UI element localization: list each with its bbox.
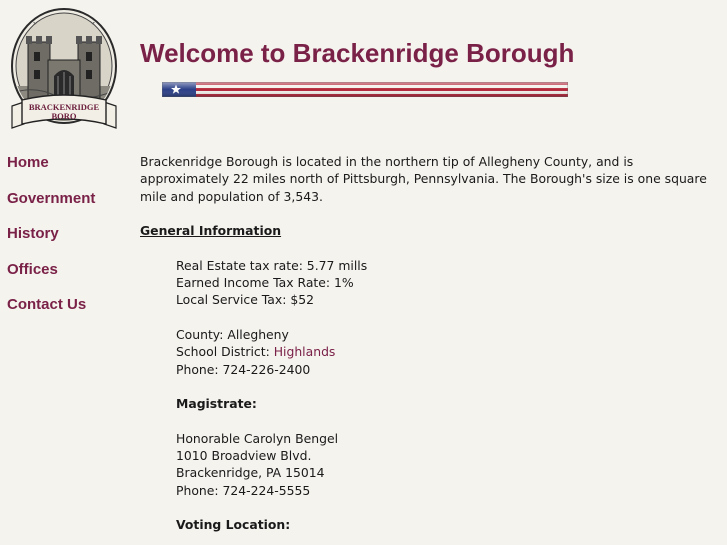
flag-stripe-icon xyxy=(162,82,568,97)
voting-location-heading: Voting Location: xyxy=(176,517,291,533)
magistrate-heading: Magistrate: xyxy=(176,396,257,412)
nav-item-home[interactable]: Home xyxy=(7,154,49,171)
magistrate-phone: Phone: 724-224-5555 xyxy=(176,482,311,498)
seal-text-line1: BRACKENRIDGE xyxy=(28,102,100,112)
school-district-info xyxy=(176,343,710,360)
county-info: County: Allegheny xyxy=(176,326,289,342)
general-info-block xyxy=(140,257,710,534)
nav-item-government[interactable]: Government xyxy=(7,189,96,207)
general-info-heading: General Information xyxy=(140,223,282,239)
nav-item-offices[interactable]: Offices xyxy=(7,260,58,278)
seal-text-line2: BORO xyxy=(51,111,77,121)
school-district-link[interactable]: Highlands xyxy=(273,344,336,360)
nav-item-history[interactable]: History xyxy=(7,225,59,242)
main-content xyxy=(140,153,710,534)
tax-earned-income: Earned Income Tax Rate: 1% xyxy=(176,275,354,291)
nav-item-contact-us[interactable]: Contact Us xyxy=(7,296,87,313)
intro-paragraph: Brackenridge Borough is located in the northern tip of Allegheny County, and is approximately 22 miles north of Pittsburgh, Pennsylvania. The Borough's size is one square mile and population of 3,543. xyxy=(140,154,707,204)
tax-local-service: Local Service Tax: $52 xyxy=(176,292,314,308)
sidebar-nav xyxy=(7,154,127,332)
magistrate-street: 1010 Broadview Blvd. xyxy=(176,448,312,464)
borough-seal-icon[interactable] xyxy=(6,6,122,138)
school-district-label: School District: xyxy=(176,344,274,360)
borough-phone: Phone: 724-226-2400 xyxy=(176,361,311,377)
magistrate-city: Brackenridge, PA 15014 xyxy=(176,465,325,481)
page-title: Welcome to Brackenridge Borough xyxy=(140,38,575,68)
tax-real-estate: Real Estate tax rate: 5.77 mills xyxy=(176,257,368,273)
magistrate-name: Honorable Carolyn Bengel xyxy=(176,430,339,446)
